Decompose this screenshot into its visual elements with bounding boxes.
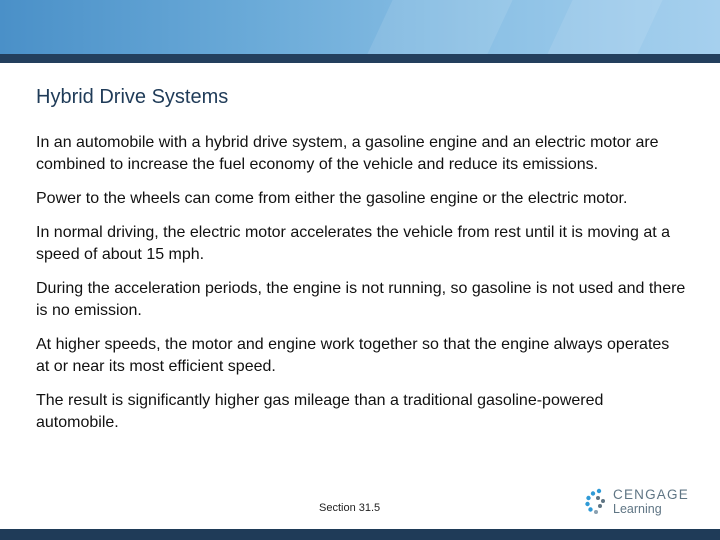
slide-body: [36, 132, 686, 446]
section-label: Section 31.5: [319, 502, 381, 514]
cengage-dots-icon: [585, 488, 609, 514]
logo-wordmark-top: CENGAGE: [613, 487, 689, 502]
paragraph: During the acceleration periods, the engine is not running, so gasoline is not used and there is no emission.: [36, 280, 686, 319]
footer-rule: [0, 529, 720, 540]
header-banner: [0, 0, 720, 54]
paragraph: In normal driving, the electric motor accelerates the vehicle from rest until it is moving at a speed of about 15 mph.: [36, 224, 671, 263]
header-rule: [0, 54, 720, 63]
paragraph: Power to the wheels can come from either the gasoline engine or the electric motor.: [36, 190, 628, 207]
slide-title: Hybrid Drive Systems: [36, 86, 229, 108]
logo-wordmark-bottom: Learning: [613, 502, 662, 516]
paragraph: The result is significantly higher gas mileage than a traditional gasoline-powered automobile.: [36, 392, 604, 431]
cengage-logo: [585, 486, 695, 518]
paragraph: In an automobile with a hybrid drive system, a gasoline engine and an electric motor are combined to increase the fuel economy of the vehicle and reduce its emissions.: [36, 134, 659, 173]
paragraph: At higher speeds, the motor and engine work together so that the engine always operates at or near its most efficient speed.: [36, 336, 670, 375]
